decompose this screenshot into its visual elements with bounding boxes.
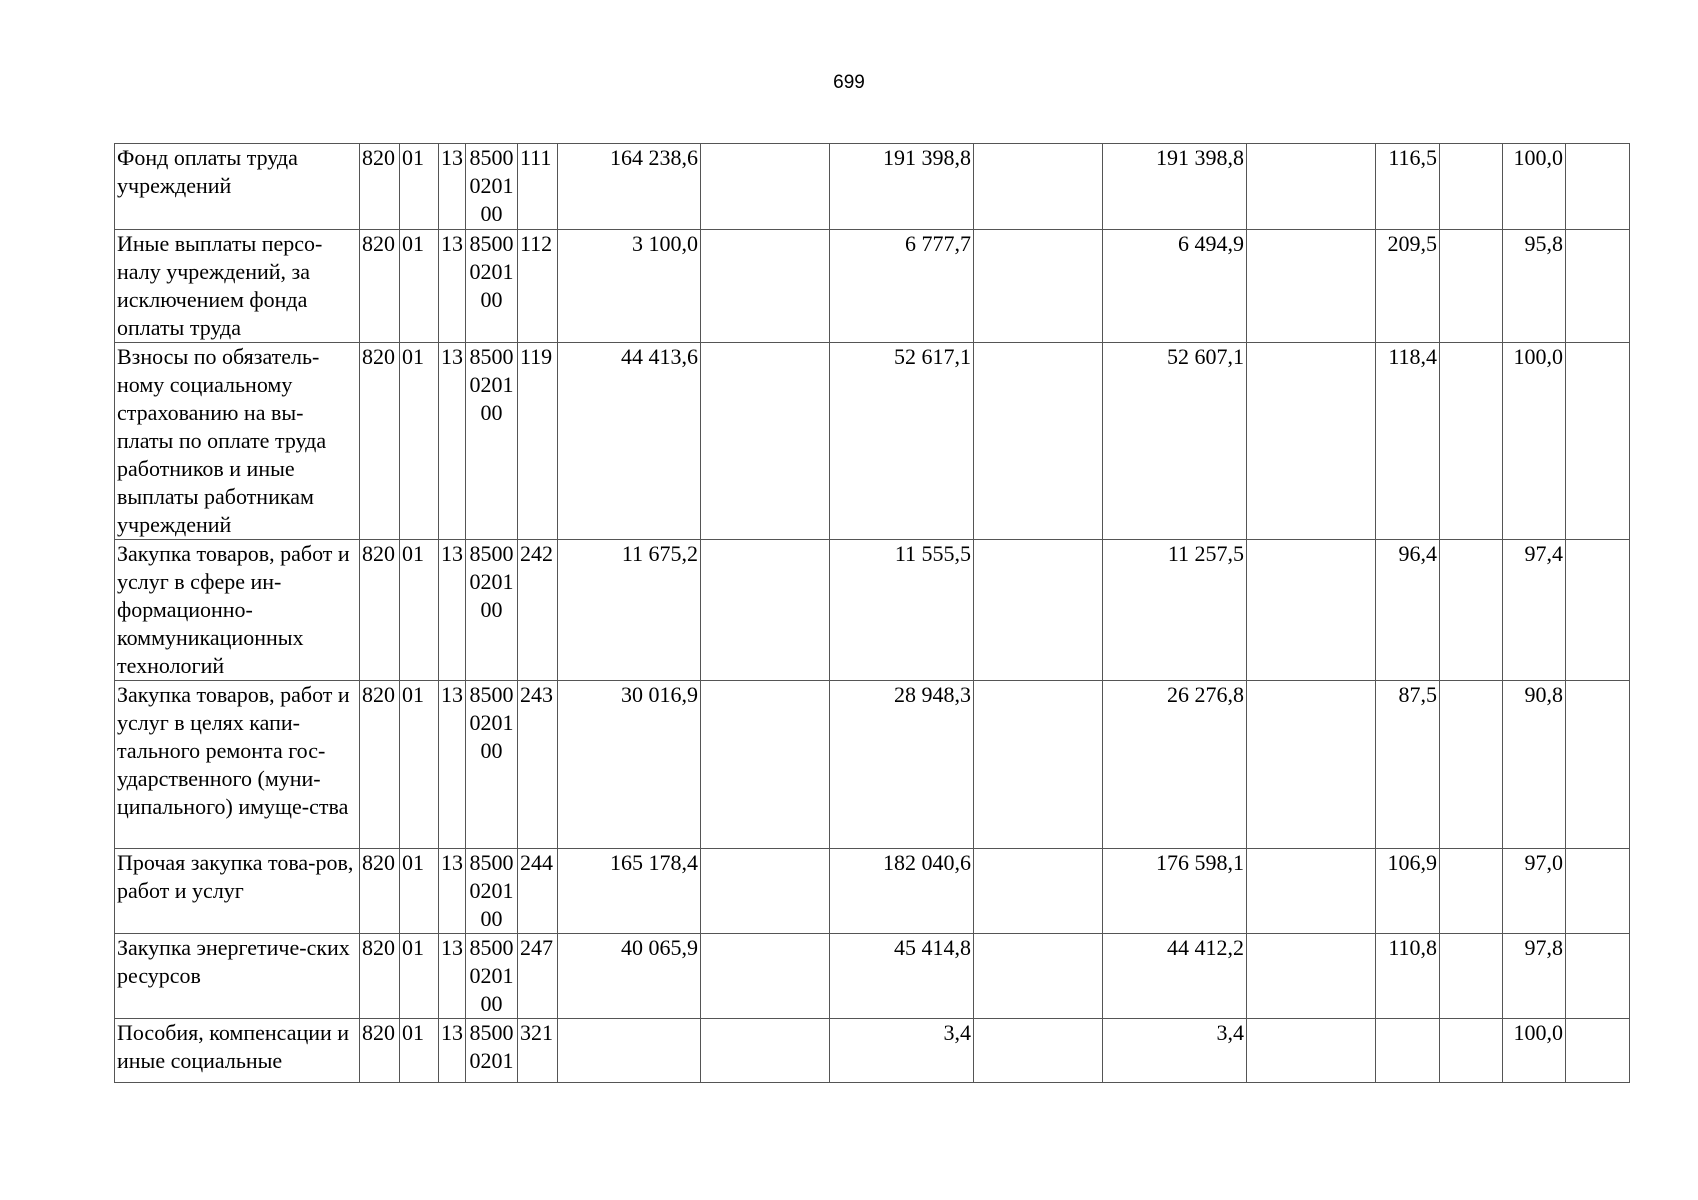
empty-cell (1566, 1019, 1630, 1083)
target-article-cell: 8500 0201 00 (466, 343, 518, 540)
percent-change-cell: 96,4 (1376, 540, 1440, 681)
executed-amount-cell: 176 598,1 (1103, 849, 1247, 934)
target-article-cell: 8500 0201 00 (466, 849, 518, 934)
empty-cell (1247, 681, 1376, 849)
subsection-code-cell: 13 (439, 681, 466, 849)
empty-cell (701, 230, 830, 343)
subsection-code-cell: 13 (439, 1019, 466, 1083)
ved-code-cell: 820 (360, 144, 400, 230)
empty-cell (1247, 343, 1376, 540)
table-row (115, 849, 1630, 934)
ved-code-cell: 820 (360, 849, 400, 934)
planned-amount-cell: 11 555,5 (830, 540, 974, 681)
empty-cell (1440, 144, 1503, 230)
subsection-code-cell: 13 (439, 230, 466, 343)
row-name-cell: Закупка товаров, работ и услуг в целях капи-тального ремонта гос-ударственного (муни-ципального) имуще-ства (115, 681, 360, 849)
empty-cell (1247, 540, 1376, 681)
section-code-cell: 01 (400, 230, 439, 343)
empty-cell (974, 849, 1103, 934)
empty-cell (974, 1019, 1103, 1083)
empty-cell (1566, 934, 1630, 1019)
table-row (115, 934, 1630, 1019)
ved-code-cell: 820 (360, 681, 400, 849)
page-number: 699 (833, 72, 865, 93)
approved-amount-cell: 165 178,4 (558, 849, 701, 934)
section-code-cell: 01 (400, 934, 439, 1019)
expense-type-cell: 119 (518, 343, 558, 540)
target-article-cell: 8500 0201 00 (466, 540, 518, 681)
empty-cell (1247, 144, 1376, 230)
empty-cell (974, 540, 1103, 681)
empty-cell (1566, 343, 1630, 540)
percent-change-cell: 118,4 (1376, 343, 1440, 540)
planned-amount-cell: 3,4 (830, 1019, 974, 1083)
section-code-cell: 01 (400, 540, 439, 681)
approved-amount-cell: 3 100,0 (558, 230, 701, 343)
empty-cell (974, 681, 1103, 849)
row-name-cell: Пособия, компенсации и иные социальные (115, 1019, 360, 1083)
empty-cell (1566, 144, 1630, 230)
table-row (115, 230, 1630, 343)
approved-amount-cell: 11 675,2 (558, 540, 701, 681)
percent-change-cell: 116,5 (1376, 144, 1440, 230)
approved-amount-cell (558, 1019, 701, 1083)
subsection-code-cell: 13 (439, 934, 466, 1019)
expense-type-cell: 244 (518, 849, 558, 934)
section-code-cell: 01 (400, 681, 439, 849)
executed-amount-cell: 26 276,8 (1103, 681, 1247, 849)
empty-cell (1440, 681, 1503, 849)
table-row (115, 343, 1630, 540)
executed-amount-cell: 6 494,9 (1103, 230, 1247, 343)
percent-execution-cell: 95,8 (1503, 230, 1566, 343)
ved-code-cell: 820 (360, 1019, 400, 1083)
percent-execution-cell: 100,0 (1503, 343, 1566, 540)
percent-change-cell: 106,9 (1376, 849, 1440, 934)
planned-amount-cell: 182 040,6 (830, 849, 974, 934)
empty-cell (974, 230, 1103, 343)
subsection-code-cell: 13 (439, 343, 466, 540)
empty-cell (1440, 343, 1503, 540)
budget-table (114, 143, 1630, 1083)
target-article-cell: 8500 0201 00 (466, 934, 518, 1019)
empty-cell (1566, 681, 1630, 849)
approved-amount-cell: 40 065,9 (558, 934, 701, 1019)
empty-cell (974, 343, 1103, 540)
executed-amount-cell: 52 607,1 (1103, 343, 1247, 540)
target-article-cell: 8500 0201 (466, 1019, 518, 1083)
percent-change-cell: 87,5 (1376, 681, 1440, 849)
row-name-cell: Закупка товаров, работ и услуг в сфере ин-формационно-коммуникационных технологий (115, 540, 360, 681)
planned-amount-cell: 191 398,8 (830, 144, 974, 230)
section-code-cell: 01 (400, 144, 439, 230)
planned-amount-cell: 28 948,3 (830, 681, 974, 849)
table-row (115, 540, 1630, 681)
target-article-cell: 8500 0201 00 (466, 144, 518, 230)
section-code-cell: 01 (400, 1019, 439, 1083)
empty-cell (974, 144, 1103, 230)
target-article-cell: 8500 0201 00 (466, 681, 518, 849)
ved-code-cell: 820 (360, 230, 400, 343)
empty-cell (701, 1019, 830, 1083)
executed-amount-cell: 3,4 (1103, 1019, 1247, 1083)
row-name-cell: Закупка энергетиче-ских ресурсов (115, 934, 360, 1019)
empty-cell (1440, 849, 1503, 934)
percent-execution-cell: 97,0 (1503, 849, 1566, 934)
subsection-code-cell: 13 (439, 144, 466, 230)
row-name-cell: Иные выплаты персо-налу учреждений, за исключением фонда оплаты труда (115, 230, 360, 343)
executed-amount-cell: 11 257,5 (1103, 540, 1247, 681)
row-name-cell: Прочая закупка това-ров, работ и услуг (115, 849, 360, 934)
table-row (115, 1019, 1630, 1083)
expense-type-cell: 111 (518, 144, 558, 230)
percent-execution-cell: 100,0 (1503, 144, 1566, 230)
empty-cell (1440, 1019, 1503, 1083)
expense-type-cell: 242 (518, 540, 558, 681)
empty-cell (1440, 230, 1503, 343)
planned-amount-cell: 45 414,8 (830, 934, 974, 1019)
approved-amount-cell: 30 016,9 (558, 681, 701, 849)
empty-cell (701, 849, 830, 934)
table-row (115, 681, 1630, 849)
executed-amount-cell: 191 398,8 (1103, 144, 1247, 230)
empty-cell (1566, 230, 1630, 343)
table-row (115, 144, 1630, 230)
subsection-code-cell: 13 (439, 540, 466, 681)
planned-amount-cell: 6 777,7 (830, 230, 974, 343)
empty-cell (1247, 230, 1376, 343)
planned-amount-cell: 52 617,1 (830, 343, 974, 540)
expense-type-cell: 112 (518, 230, 558, 343)
percent-change-cell (1376, 1019, 1440, 1083)
empty-cell (701, 681, 830, 849)
empty-cell (1440, 934, 1503, 1019)
ved-code-cell: 820 (360, 343, 400, 540)
approved-amount-cell: 44 413,6 (558, 343, 701, 540)
empty-cell (701, 144, 830, 230)
expense-type-cell: 247 (518, 934, 558, 1019)
percent-execution-cell: 97,8 (1503, 934, 1566, 1019)
target-article-cell: 8500 0201 00 (466, 230, 518, 343)
empty-cell (1247, 849, 1376, 934)
row-name-cell: Фонд оплаты труда учреждений (115, 144, 360, 230)
row-name-cell: Взносы по обязатель-ному социальному страхованию на вы-платы по оплате труда работников и иные выплаты работникам учреждений (115, 343, 360, 540)
empty-cell (1566, 540, 1630, 681)
percent-execution-cell: 90,8 (1503, 681, 1566, 849)
empty-cell (701, 343, 830, 540)
percent-change-cell: 209,5 (1376, 230, 1440, 343)
percent-execution-cell: 97,4 (1503, 540, 1566, 681)
expense-type-cell: 321 (518, 1019, 558, 1083)
section-code-cell: 01 (400, 343, 439, 540)
section-code-cell: 01 (400, 849, 439, 934)
empty-cell (701, 540, 830, 681)
percent-change-cell: 110,8 (1376, 934, 1440, 1019)
ved-code-cell: 820 (360, 934, 400, 1019)
empty-cell (1247, 1019, 1376, 1083)
empty-cell (974, 934, 1103, 1019)
percent-execution-cell: 100,0 (1503, 1019, 1566, 1083)
empty-cell (1440, 540, 1503, 681)
approved-amount-cell: 164 238,6 (558, 144, 701, 230)
subsection-code-cell: 13 (439, 849, 466, 934)
expense-type-cell: 243 (518, 681, 558, 849)
empty-cell (1247, 934, 1376, 1019)
empty-cell (1566, 849, 1630, 934)
executed-amount-cell: 44 412,2 (1103, 934, 1247, 1019)
ved-code-cell: 820 (360, 540, 400, 681)
empty-cell (701, 934, 830, 1019)
